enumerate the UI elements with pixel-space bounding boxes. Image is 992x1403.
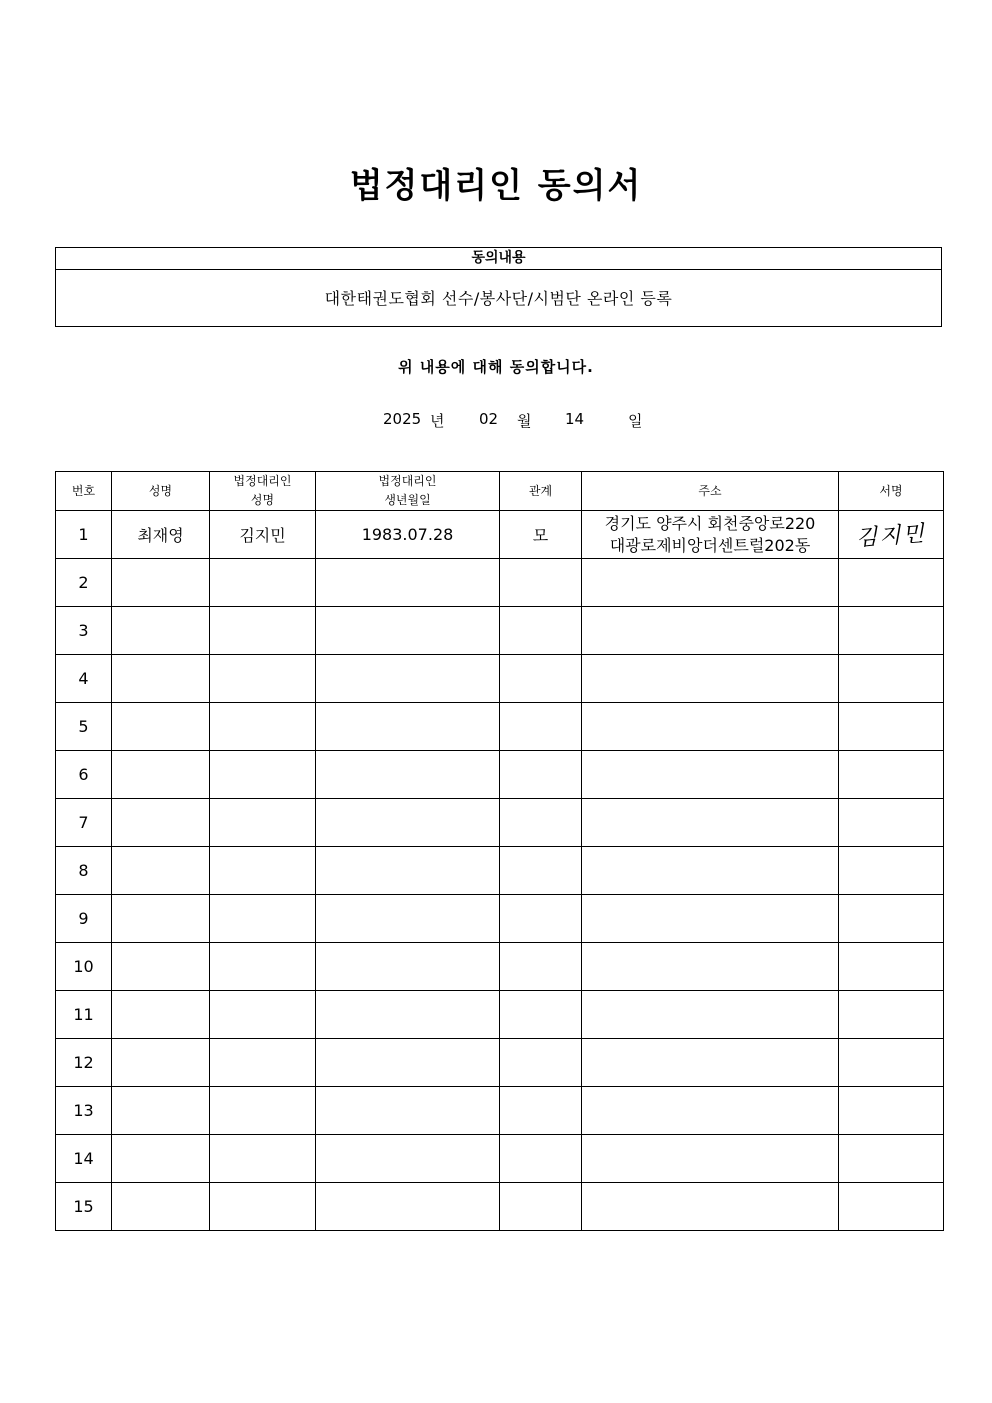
cell-guardian-name[interactable] [210, 1039, 316, 1087]
cell-address[interactable] [582, 847, 839, 895]
header-guardian-name-line1: 법정대리인 [233, 474, 292, 488]
cell-signature[interactable] [839, 1135, 944, 1183]
cell-address[interactable] [582, 607, 839, 655]
cell-relation[interactable] [500, 1039, 582, 1087]
cell-address[interactable] [582, 703, 839, 751]
cell-name[interactable] [112, 1087, 210, 1135]
cell-name[interactable] [112, 655, 210, 703]
cell-guardian-birth[interactable] [316, 751, 500, 799]
guardian-table [55, 471, 944, 1231]
table-header-row [56, 472, 944, 511]
cell-guardian-name[interactable] [210, 1087, 316, 1135]
cell-address[interactable] [582, 943, 839, 991]
cell-address[interactable] [582, 1087, 839, 1135]
cell-guardian-name[interactable] [210, 607, 316, 655]
cell-guardian-birth: 1983.07.28 [316, 511, 500, 559]
agreement-statement: 위 내용에 대해 동의합니다. [398, 358, 594, 376]
cell-name[interactable] [112, 703, 210, 751]
cell-relation[interactable] [500, 1087, 582, 1135]
cell-relation[interactable] [500, 1135, 582, 1183]
cell-name[interactable] [112, 1183, 210, 1231]
cell-guardian-birth[interactable] [316, 1087, 500, 1135]
cell-guardian-birth[interactable] [316, 703, 500, 751]
cell-signature[interactable] [839, 895, 944, 943]
table-row [56, 1135, 944, 1183]
cell-relation: 모 [500, 511, 582, 559]
cell-no: 15 [56, 1183, 112, 1231]
cell-guardian-name[interactable] [210, 847, 316, 895]
cell-address[interactable] [582, 655, 839, 703]
cell-no: 11 [56, 991, 112, 1039]
cell-signature[interactable] [839, 607, 944, 655]
header-guardian-birth-line2: 생년월일 [384, 493, 431, 507]
cell-address[interactable] [582, 895, 839, 943]
date-line [0, 410, 992, 432]
address-line2: 대광로제비앙더센트럴202동 [609, 535, 811, 555]
date-day: 14 [565, 410, 585, 428]
cell-relation[interactable] [500, 1183, 582, 1231]
cell-relation[interactable] [500, 703, 582, 751]
header-guardian-birth [316, 472, 500, 511]
consent-box [55, 247, 942, 327]
cell-guardian-birth[interactable] [316, 607, 500, 655]
header-signature: 서명 [839, 472, 944, 511]
cell-guardian-birth[interactable] [316, 655, 500, 703]
cell-signature[interactable] [839, 655, 944, 703]
cell-signature[interactable] [839, 847, 944, 895]
cell-relation[interactable] [500, 559, 582, 607]
cell-no: 5 [56, 703, 112, 751]
cell-signature[interactable] [839, 943, 944, 991]
cell-name[interactable] [112, 895, 210, 943]
date-month-unit: 월 [517, 412, 532, 430]
cell-address[interactable] [582, 1039, 839, 1087]
cell-relation[interactable] [500, 655, 582, 703]
cell-signature[interactable] [839, 991, 944, 1039]
cell-address[interactable] [582, 1183, 839, 1231]
header-guardian-name-line2: 성명 [250, 493, 275, 507]
cell-signature[interactable] [839, 751, 944, 799]
cell-guardian-name[interactable] [210, 703, 316, 751]
cell-no: 4 [56, 655, 112, 703]
cell-relation[interactable] [500, 943, 582, 991]
cell-guardian-birth[interactable] [316, 895, 500, 943]
cell-relation[interactable] [500, 607, 582, 655]
header-guardian-birth-line1: 법정대리인 [378, 474, 437, 488]
cell-name[interactable] [112, 799, 210, 847]
cell-guardian-name[interactable] [210, 895, 316, 943]
cell-name[interactable] [112, 943, 210, 991]
address-line1: 경기도 양주시 회천중앙로220 [604, 513, 816, 533]
cell-no: 14 [56, 1135, 112, 1183]
cell-guardian-birth[interactable] [316, 847, 500, 895]
cell-name[interactable] [112, 991, 210, 1039]
table-row [56, 1039, 944, 1087]
cell-no: 2 [56, 559, 112, 607]
cell-no: 9 [56, 895, 112, 943]
table-row [56, 559, 944, 607]
cell-guardian-name[interactable] [210, 751, 316, 799]
cell-relation[interactable] [500, 895, 582, 943]
cell-guardian-birth[interactable] [316, 943, 500, 991]
cell-guardian-birth[interactable] [316, 559, 500, 607]
table-row [56, 1087, 944, 1135]
table-row [56, 511, 944, 559]
cell-no: 1 [56, 511, 112, 559]
cell-relation[interactable] [500, 847, 582, 895]
cell-guardian-name[interactable] [210, 655, 316, 703]
cell-guardian-birth[interactable] [316, 1183, 500, 1231]
cell-relation[interactable] [500, 991, 582, 1039]
header-address: 주소 [582, 472, 839, 511]
date-year-unit: 년 [430, 412, 445, 430]
cell-no: 10 [56, 943, 112, 991]
cell-name[interactable] [112, 559, 210, 607]
cell-signature [839, 511, 944, 559]
cell-name[interactable] [112, 1135, 210, 1183]
table-row [56, 991, 944, 1039]
cell-signature[interactable] [839, 1039, 944, 1087]
cell-relation[interactable] [500, 751, 582, 799]
date-month: 02 [479, 410, 499, 428]
cell-guardian-name[interactable] [210, 1135, 316, 1183]
cell-name: 최재영 [112, 511, 210, 559]
cell-name[interactable] [112, 607, 210, 655]
table-row [56, 895, 944, 943]
consent-header: 동의내용 [56, 248, 941, 270]
cell-address[interactable] [582, 751, 839, 799]
date-year: 2025 [383, 410, 422, 428]
cell-guardian-name[interactable] [210, 799, 316, 847]
document-title: 법정대리인 동의서 [349, 166, 643, 206]
header-relation: 관계 [500, 472, 582, 511]
cell-signature[interactable] [839, 1087, 944, 1135]
cell-guardian-birth[interactable] [316, 1135, 500, 1183]
cell-guardian-name[interactable] [210, 943, 316, 991]
cell-address [582, 511, 839, 559]
cell-guardian-name[interactable] [210, 1183, 316, 1231]
handwritten-signature: 김지민 [855, 521, 927, 552]
cell-signature[interactable] [839, 559, 944, 607]
table-row [56, 1183, 944, 1231]
cell-no: 3 [56, 607, 112, 655]
header-name: 성명 [112, 472, 210, 511]
header-no: 번호 [56, 472, 112, 511]
table-row [56, 847, 944, 895]
cell-address[interactable] [582, 991, 839, 1039]
table-row [56, 751, 944, 799]
cell-no: 12 [56, 1039, 112, 1087]
cell-name[interactable] [112, 751, 210, 799]
header-guardian-name [210, 472, 316, 511]
cell-no: 7 [56, 799, 112, 847]
cell-no: 13 [56, 1087, 112, 1135]
table-row [56, 655, 944, 703]
date-day-unit: 일 [628, 412, 643, 430]
cell-relation[interactable] [500, 799, 582, 847]
cell-name[interactable] [112, 847, 210, 895]
cell-guardian-name: 김지민 [210, 511, 316, 559]
cell-signature[interactable] [839, 703, 944, 751]
cell-guardian-name[interactable] [210, 559, 316, 607]
cell-name[interactable] [112, 1039, 210, 1087]
cell-guardian-name[interactable] [210, 991, 316, 1039]
consent-text: 대한태권도협회 선수/봉사단/시범단 온라인 등록 [324, 289, 673, 308]
cell-address[interactable] [582, 559, 839, 607]
cell-signature[interactable] [839, 799, 944, 847]
cell-no: 6 [56, 751, 112, 799]
table-row [56, 799, 944, 847]
table-row [56, 703, 944, 751]
cell-signature[interactable] [839, 1183, 944, 1231]
cell-no: 8 [56, 847, 112, 895]
table-row [56, 943, 944, 991]
cell-guardian-birth[interactable] [316, 1039, 500, 1087]
cell-address[interactable] [582, 1135, 839, 1183]
table-row [56, 607, 944, 655]
cell-guardian-birth[interactable] [316, 991, 500, 1039]
cell-guardian-birth[interactable] [316, 799, 500, 847]
cell-address[interactable] [582, 799, 839, 847]
